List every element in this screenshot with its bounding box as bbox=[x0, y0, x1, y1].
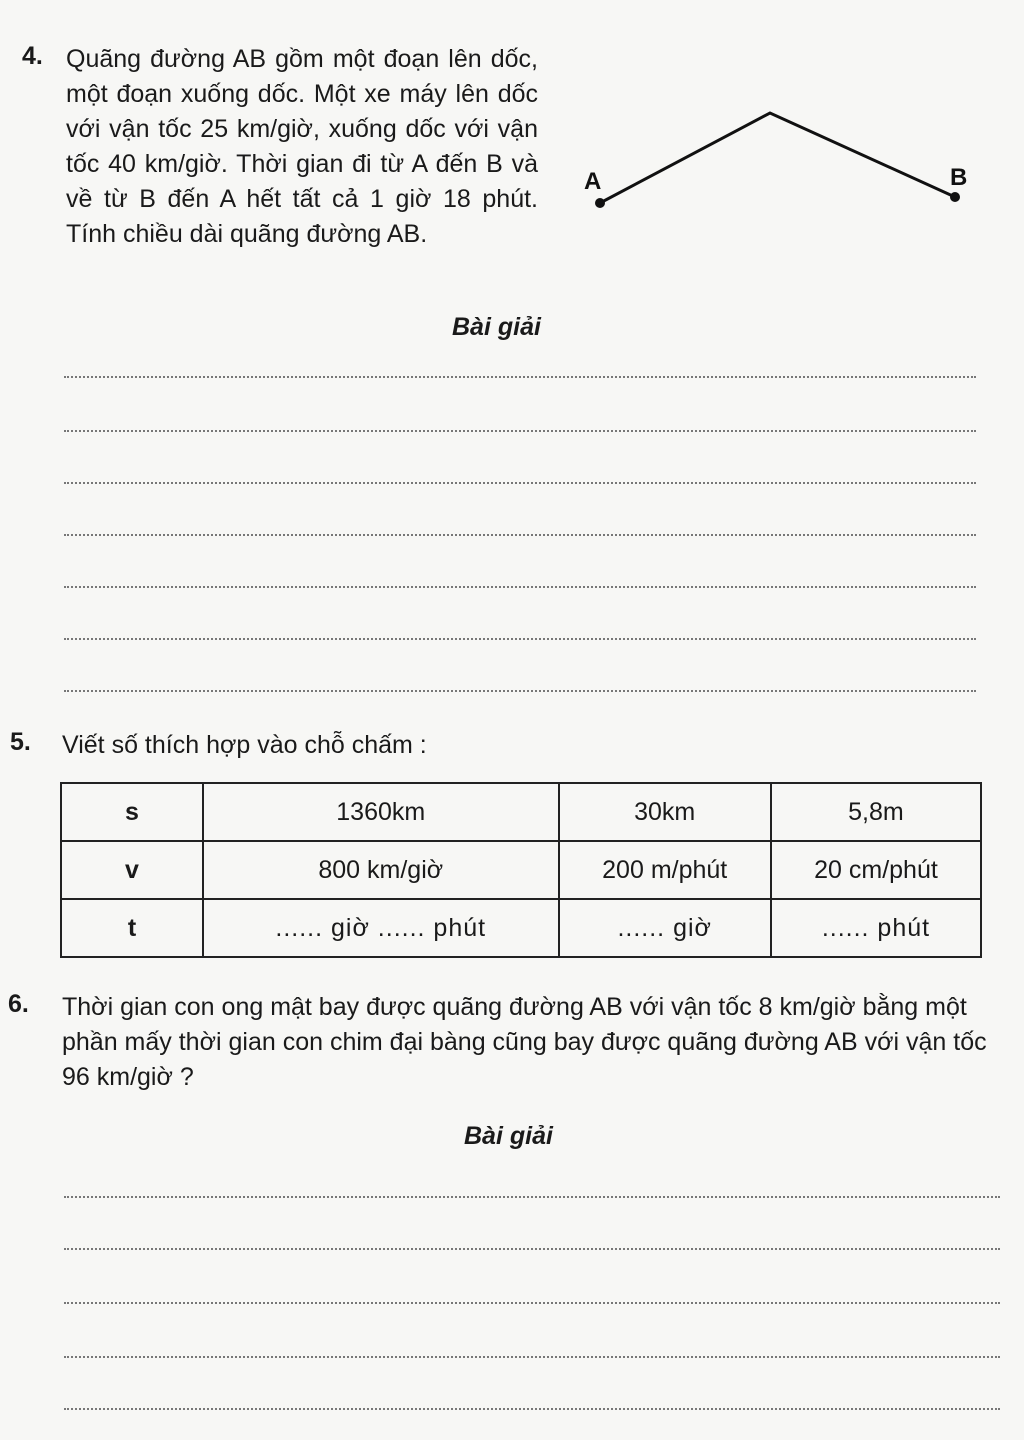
table-cell: 1360km bbox=[203, 783, 559, 841]
answer-line bbox=[64, 376, 976, 378]
answer-line bbox=[64, 690, 976, 692]
speed-table bbox=[60, 782, 982, 958]
answer-line bbox=[64, 1408, 1000, 1410]
slope-diagram bbox=[570, 95, 990, 225]
answer-line bbox=[64, 1196, 1000, 1198]
answer-blank-cell[interactable]: ...... phút bbox=[771, 899, 981, 957]
question-5-number: 5. bbox=[10, 728, 31, 756]
label-a: A bbox=[584, 168, 602, 195]
row-head-s: s bbox=[61, 783, 203, 841]
point-b bbox=[950, 192, 960, 202]
point-a bbox=[595, 198, 605, 208]
table-cell: 800 km/giờ bbox=[203, 841, 559, 899]
answer-line bbox=[64, 482, 976, 484]
q6-solution-heading: Bài giải bbox=[464, 1122, 553, 1150]
label-b: B bbox=[950, 164, 968, 191]
table-cell: 5,8m bbox=[771, 783, 981, 841]
answer-blank-cell[interactable]: ...... giờ bbox=[559, 899, 771, 957]
answer-line bbox=[64, 430, 976, 432]
question-6-text: Thời gian con ong mật bay được quãng đường AB với vận tốc 8 km/giờ bằng một phần mấy thời gian con chim đại bàng cũng bay được quãng đường AB với vận tốc 96 km/giờ ? bbox=[62, 993, 987, 1091]
table-row bbox=[61, 783, 981, 841]
answer-line bbox=[64, 1302, 1000, 1304]
q4-solution-heading: Bài giải bbox=[452, 313, 541, 341]
answer-line bbox=[64, 1248, 1000, 1250]
table-cell: 30km bbox=[559, 783, 771, 841]
question-4-number: 4. bbox=[22, 42, 43, 70]
table-cell: 20 cm/phút bbox=[771, 841, 981, 899]
answer-line bbox=[64, 638, 976, 640]
question-6-number: 6. bbox=[8, 990, 29, 1018]
table-row bbox=[61, 899, 981, 957]
answer-line bbox=[64, 586, 976, 588]
answer-line bbox=[64, 1356, 1000, 1358]
row-head-v: v bbox=[61, 841, 203, 899]
slope-path bbox=[600, 113, 955, 203]
table-cell: 200 m/phút bbox=[559, 841, 771, 899]
table-row bbox=[61, 841, 981, 899]
answer-blank-cell[interactable]: ...... giờ ...... phút bbox=[203, 899, 559, 957]
question-5-text: Viết số thích hợp vào chỗ chấm : bbox=[62, 731, 427, 759]
row-head-t: t bbox=[61, 899, 203, 957]
question-4-text: Quãng đường AB gồm một đoạn lên dốc, một đoạn xuống dốc. Một xe máy lên dốc với vận tốc 25 km/giờ, xuống dốc với vận tốc 40 km/giờ. Thời gian đi từ A đến B và về từ B đến A hết tất cả 1 giờ 18 phút. Tính chiều dài quãng đường AB. bbox=[66, 45, 538, 248]
answer-line bbox=[64, 534, 976, 536]
